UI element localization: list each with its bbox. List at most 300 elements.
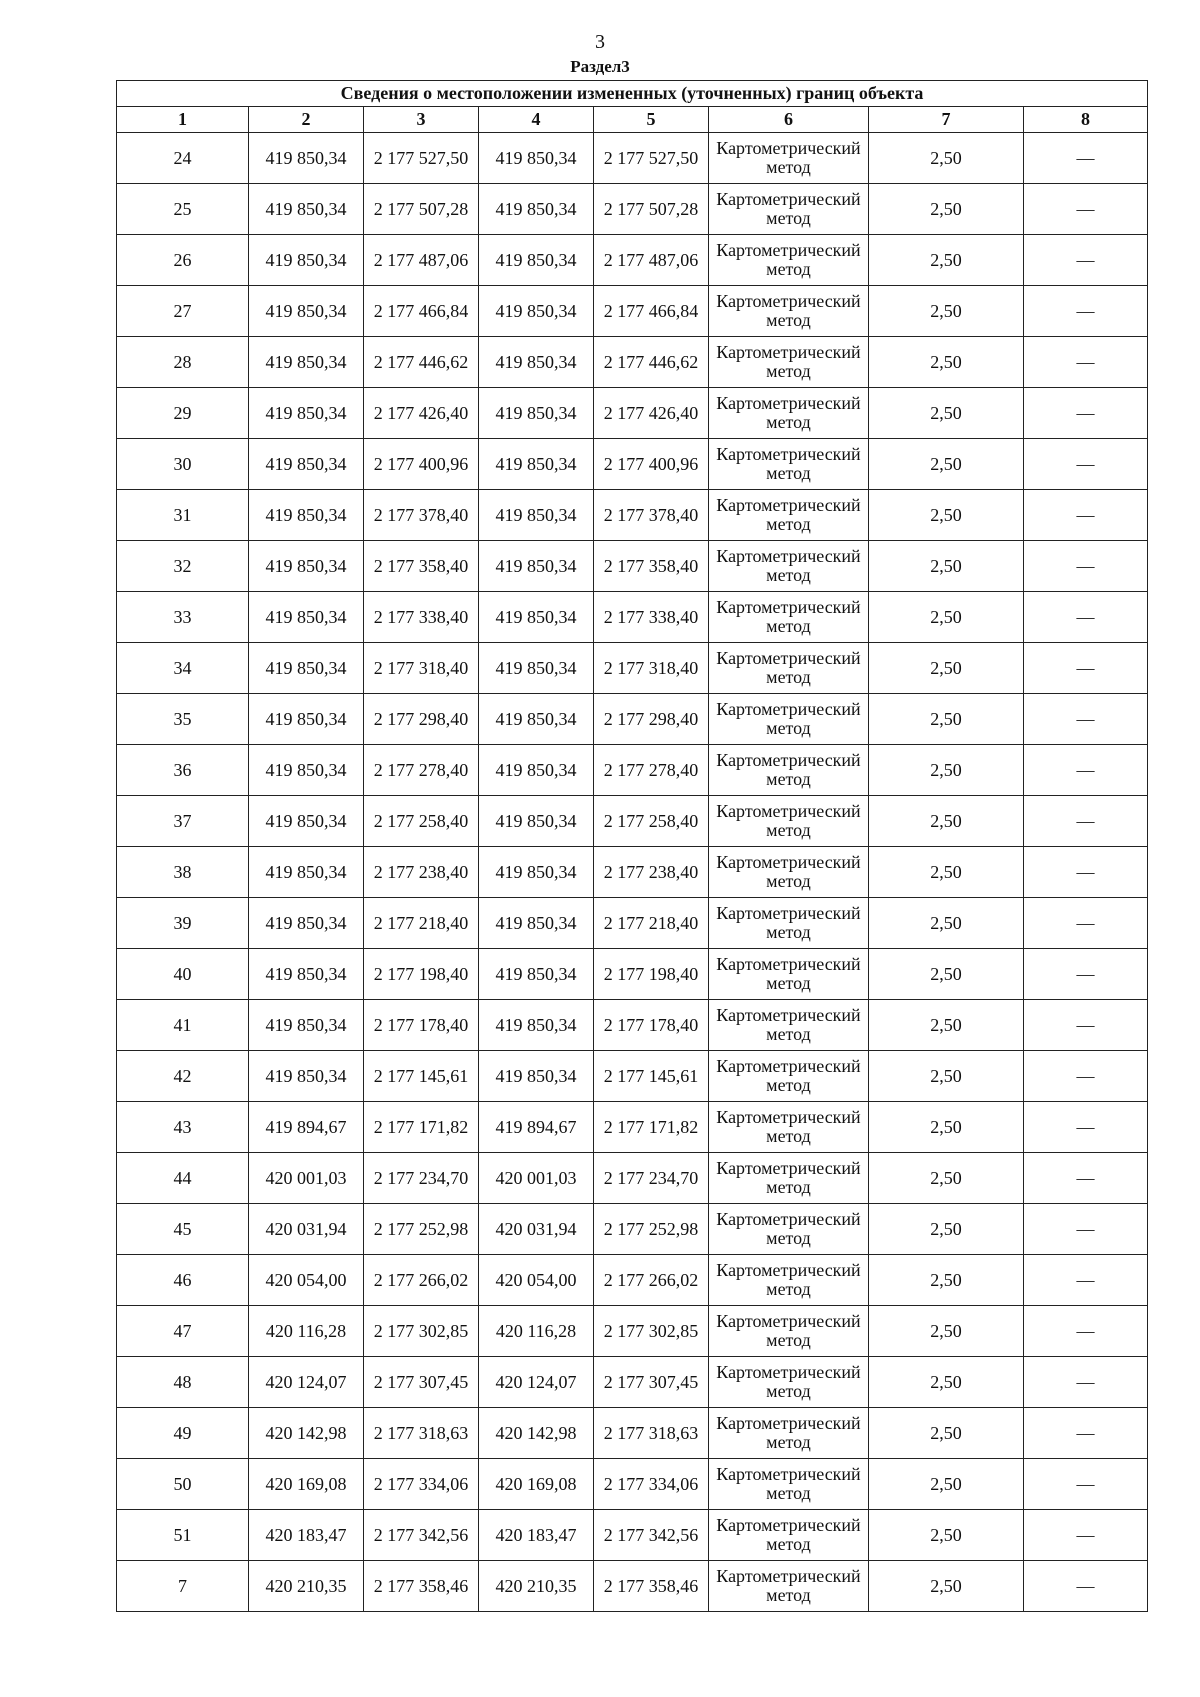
note-cell: — (1024, 490, 1148, 541)
method-text: Картометрический метод (716, 444, 861, 483)
column-number: 6 (709, 107, 869, 133)
table-row (117, 1204, 1148, 1255)
note-cell: — (1024, 439, 1148, 490)
x-refined-cell: 420 001,03 (479, 1153, 594, 1204)
y-existing-cell: 2 177 266,02 (364, 1255, 479, 1306)
y-existing-cell: 2 177 238,40 (364, 847, 479, 898)
y-existing-cell: 2 177 487,06 (364, 235, 479, 286)
accuracy-cell: 2,50 (869, 949, 1024, 1000)
point-number-cell: 47 (117, 1306, 249, 1357)
y-refined-cell: 2 177 466,84 (594, 286, 709, 337)
note-cell: — (1024, 1102, 1148, 1153)
accuracy-cell: 2,50 (869, 541, 1024, 592)
table-row (117, 1153, 1148, 1204)
y-existing-cell: 2 177 446,62 (364, 337, 479, 388)
y-refined-cell: 2 177 446,62 (594, 337, 709, 388)
accuracy-cell: 2,50 (869, 745, 1024, 796)
x-existing-cell: 420 031,94 (249, 1204, 364, 1255)
table-row (117, 1561, 1148, 1612)
note-cell: — (1024, 1153, 1148, 1204)
x-existing-cell: 419 850,34 (249, 643, 364, 694)
point-number-cell: 43 (117, 1102, 249, 1153)
y-existing-cell: 2 177 466,84 (364, 286, 479, 337)
accuracy-cell: 2,50 (869, 796, 1024, 847)
table-row (117, 643, 1148, 694)
y-existing-cell: 2 177 507,28 (364, 184, 479, 235)
method-cell (709, 490, 869, 541)
note-cell: — (1024, 643, 1148, 694)
table-row (117, 796, 1148, 847)
x-existing-cell: 420 142,98 (249, 1408, 364, 1459)
x-refined-cell: 419 850,34 (479, 796, 594, 847)
y-existing-cell: 2 177 298,40 (364, 694, 479, 745)
column-number: 7 (869, 107, 1024, 133)
accuracy-cell: 2,50 (869, 1561, 1024, 1612)
y-refined-cell: 2 177 258,40 (594, 796, 709, 847)
x-refined-cell: 420 183,47 (479, 1510, 594, 1561)
table-body (117, 133, 1148, 1612)
method-cell (709, 1102, 869, 1153)
column-number: 4 (479, 107, 594, 133)
method-cell (709, 133, 869, 184)
table-row (117, 1051, 1148, 1102)
y-refined-cell: 2 177 252,98 (594, 1204, 709, 1255)
y-refined-cell: 2 177 487,06 (594, 235, 709, 286)
x-existing-cell: 419 850,34 (249, 949, 364, 1000)
y-existing-cell: 2 177 400,96 (364, 439, 479, 490)
table-caption: Сведения о местоположении измененных (уточненных) границ объекта (117, 81, 1148, 107)
x-refined-cell: 419 850,34 (479, 745, 594, 796)
note-cell: — (1024, 286, 1148, 337)
note-cell: — (1024, 898, 1148, 949)
point-number-cell: 42 (117, 1051, 249, 1102)
point-number-cell: 30 (117, 439, 249, 490)
method-text: Картометрический метод (716, 138, 861, 177)
y-existing-cell: 2 177 338,40 (364, 592, 479, 643)
method-cell (709, 388, 869, 439)
y-existing-cell: 2 177 145,61 (364, 1051, 479, 1102)
accuracy-cell: 2,50 (869, 337, 1024, 388)
method-text: Картометрический метод (716, 1107, 861, 1146)
method-cell (709, 541, 869, 592)
table-row (117, 1102, 1148, 1153)
method-cell (709, 1306, 869, 1357)
y-refined-cell: 2 177 171,82 (594, 1102, 709, 1153)
x-existing-cell: 419 850,34 (249, 388, 364, 439)
method-cell (709, 1255, 869, 1306)
point-number-cell: 24 (117, 133, 249, 184)
table-row (117, 388, 1148, 439)
method-cell (709, 949, 869, 1000)
accuracy-cell: 2,50 (869, 1204, 1024, 1255)
y-existing-cell: 2 177 342,56 (364, 1510, 479, 1561)
method-text: Картометрический метод (716, 1566, 861, 1605)
accuracy-cell: 2,50 (869, 133, 1024, 184)
y-existing-cell: 2 177 378,40 (364, 490, 479, 541)
y-existing-cell: 2 177 307,45 (364, 1357, 479, 1408)
column-number: 8 (1024, 107, 1148, 133)
table-row (117, 541, 1148, 592)
table-row (117, 286, 1148, 337)
y-refined-cell: 2 177 234,70 (594, 1153, 709, 1204)
y-existing-cell: 2 177 426,40 (364, 388, 479, 439)
y-refined-cell: 2 177 342,56 (594, 1510, 709, 1561)
x-refined-cell: 419 850,34 (479, 235, 594, 286)
x-existing-cell: 420 001,03 (249, 1153, 364, 1204)
x-existing-cell: 419 850,34 (249, 235, 364, 286)
method-text: Картометрический метод (716, 291, 861, 330)
y-existing-cell: 2 177 318,63 (364, 1408, 479, 1459)
x-refined-cell: 419 850,34 (479, 1051, 594, 1102)
x-existing-cell: 419 850,34 (249, 490, 364, 541)
column-number-row (117, 107, 1148, 133)
table-row (117, 1510, 1148, 1561)
x-existing-cell: 419 850,34 (249, 796, 364, 847)
column-number: 2 (249, 107, 364, 133)
method-text: Картометрический метод (716, 1311, 861, 1350)
table-row (117, 133, 1148, 184)
point-number-cell: 33 (117, 592, 249, 643)
point-number-cell: 46 (117, 1255, 249, 1306)
y-refined-cell: 2 177 527,50 (594, 133, 709, 184)
point-number-cell: 40 (117, 949, 249, 1000)
method-cell (709, 1000, 869, 1051)
point-number-cell: 37 (117, 796, 249, 847)
x-refined-cell: 419 850,34 (479, 1000, 594, 1051)
point-number-cell: 32 (117, 541, 249, 592)
method-text: Картометрический метод (716, 597, 861, 636)
x-refined-cell: 420 210,35 (479, 1561, 594, 1612)
note-cell: — (1024, 337, 1148, 388)
point-number-cell: 45 (117, 1204, 249, 1255)
x-existing-cell: 419 850,34 (249, 592, 364, 643)
y-refined-cell: 2 177 178,40 (594, 1000, 709, 1051)
x-existing-cell: 419 850,34 (249, 694, 364, 745)
boundary-coordinates-table (116, 80, 1148, 1612)
table-row (117, 1000, 1148, 1051)
accuracy-cell: 2,50 (869, 847, 1024, 898)
table-row (117, 235, 1148, 286)
note-cell: — (1024, 1357, 1148, 1408)
method-cell (709, 1204, 869, 1255)
table-row (117, 592, 1148, 643)
point-number-cell: 51 (117, 1510, 249, 1561)
point-number-cell: 29 (117, 388, 249, 439)
y-refined-cell: 2 177 145,61 (594, 1051, 709, 1102)
note-cell: — (1024, 847, 1148, 898)
method-cell (709, 1408, 869, 1459)
table-row (117, 745, 1148, 796)
y-refined-cell: 2 177 266,02 (594, 1255, 709, 1306)
column-number: 1 (117, 107, 249, 133)
accuracy-cell: 2,50 (869, 592, 1024, 643)
note-cell: — (1024, 694, 1148, 745)
method-text: Картометрический метод (716, 1260, 861, 1299)
y-refined-cell: 2 177 302,85 (594, 1306, 709, 1357)
y-refined-cell: 2 177 358,40 (594, 541, 709, 592)
method-cell (709, 286, 869, 337)
point-number-cell: 35 (117, 694, 249, 745)
method-cell (709, 1459, 869, 1510)
accuracy-cell: 2,50 (869, 1408, 1024, 1459)
table-row (117, 1459, 1148, 1510)
point-number-cell: 7 (117, 1561, 249, 1612)
x-refined-cell: 419 850,34 (479, 592, 594, 643)
note-cell: — (1024, 1306, 1148, 1357)
x-refined-cell: 419 850,34 (479, 643, 594, 694)
y-refined-cell: 2 177 507,28 (594, 184, 709, 235)
method-cell (709, 1357, 869, 1408)
method-text: Картометрический метод (716, 1209, 861, 1248)
table-row (117, 1306, 1148, 1357)
method-text: Картометрический метод (716, 801, 861, 840)
accuracy-cell: 2,50 (869, 1255, 1024, 1306)
y-refined-cell: 2 177 307,45 (594, 1357, 709, 1408)
y-existing-cell: 2 177 252,98 (364, 1204, 479, 1255)
note-cell: — (1024, 745, 1148, 796)
method-text: Картометрический метод (716, 495, 861, 534)
method-cell (709, 898, 869, 949)
method-cell (709, 1510, 869, 1561)
method-text: Картометрический метод (716, 1413, 861, 1452)
x-existing-cell: 420 116,28 (249, 1306, 364, 1357)
point-number-cell: 41 (117, 1000, 249, 1051)
accuracy-cell: 2,50 (869, 1357, 1024, 1408)
method-text: Картометрический метод (716, 954, 861, 993)
x-existing-cell: 419 850,34 (249, 439, 364, 490)
y-existing-cell: 2 177 218,40 (364, 898, 479, 949)
accuracy-cell: 2,50 (869, 694, 1024, 745)
x-refined-cell: 419 850,34 (479, 133, 594, 184)
method-cell (709, 184, 869, 235)
method-text: Картометрический метод (716, 699, 861, 738)
y-refined-cell: 2 177 318,40 (594, 643, 709, 694)
point-number-cell: 44 (117, 1153, 249, 1204)
method-text: Картометрический метод (716, 852, 861, 891)
x-refined-cell: 420 031,94 (479, 1204, 594, 1255)
point-number-cell: 50 (117, 1459, 249, 1510)
y-existing-cell: 2 177 198,40 (364, 949, 479, 1000)
x-refined-cell: 420 116,28 (479, 1306, 594, 1357)
x-refined-cell: 420 054,00 (479, 1255, 594, 1306)
point-number-cell: 38 (117, 847, 249, 898)
table-row (117, 1408, 1148, 1459)
note-cell: — (1024, 592, 1148, 643)
accuracy-cell: 2,50 (869, 898, 1024, 949)
x-refined-cell: 419 850,34 (479, 490, 594, 541)
method-text: Картометрический метод (716, 1056, 861, 1095)
x-existing-cell: 419 850,34 (249, 286, 364, 337)
note-cell: — (1024, 184, 1148, 235)
y-refined-cell: 2 177 400,96 (594, 439, 709, 490)
x-existing-cell: 419 894,67 (249, 1102, 364, 1153)
point-number-cell: 48 (117, 1357, 249, 1408)
method-text: Картометрический метод (716, 1362, 861, 1401)
note-cell: — (1024, 1255, 1148, 1306)
y-refined-cell: 2 177 378,40 (594, 490, 709, 541)
note-cell: — (1024, 235, 1148, 286)
x-refined-cell: 419 850,34 (479, 388, 594, 439)
accuracy-cell: 2,50 (869, 1000, 1024, 1051)
point-number-cell: 28 (117, 337, 249, 388)
y-refined-cell: 2 177 218,40 (594, 898, 709, 949)
method-text: Картометрический метод (716, 342, 861, 381)
y-existing-cell: 2 177 234,70 (364, 1153, 479, 1204)
accuracy-cell: 2,50 (869, 1510, 1024, 1561)
method-cell (709, 1561, 869, 1612)
y-refined-cell: 2 177 318,63 (594, 1408, 709, 1459)
x-existing-cell: 420 054,00 (249, 1255, 364, 1306)
x-refined-cell: 419 850,34 (479, 439, 594, 490)
y-refined-cell: 2 177 426,40 (594, 388, 709, 439)
method-cell (709, 796, 869, 847)
method-cell (709, 745, 869, 796)
y-refined-cell: 2 177 238,40 (594, 847, 709, 898)
accuracy-cell: 2,50 (869, 643, 1024, 694)
accuracy-cell: 2,50 (869, 1051, 1024, 1102)
note-cell: — (1024, 388, 1148, 439)
method-text: Картометрический метод (716, 1515, 861, 1554)
y-existing-cell: 2 177 334,06 (364, 1459, 479, 1510)
accuracy-cell: 2,50 (869, 1306, 1024, 1357)
x-refined-cell: 420 142,98 (479, 1408, 594, 1459)
x-existing-cell: 419 850,34 (249, 184, 364, 235)
point-number-cell: 26 (117, 235, 249, 286)
accuracy-cell: 2,50 (869, 1459, 1024, 1510)
table-row (117, 949, 1148, 1000)
point-number-cell: 31 (117, 490, 249, 541)
column-number: 3 (364, 107, 479, 133)
accuracy-cell: 2,50 (869, 286, 1024, 337)
note-cell: — (1024, 541, 1148, 592)
table-row (117, 898, 1148, 949)
method-text: Картометрический метод (716, 1158, 861, 1197)
y-existing-cell: 2 177 358,40 (364, 541, 479, 592)
point-number-cell: 25 (117, 184, 249, 235)
x-refined-cell: 420 124,07 (479, 1357, 594, 1408)
method-text: Картометрический метод (716, 546, 861, 585)
method-cell (709, 847, 869, 898)
x-refined-cell: 419 850,34 (479, 337, 594, 388)
method-cell (709, 439, 869, 490)
note-cell: — (1024, 796, 1148, 847)
accuracy-cell: 2,50 (869, 1102, 1024, 1153)
x-existing-cell: 420 169,08 (249, 1459, 364, 1510)
x-existing-cell: 420 183,47 (249, 1510, 364, 1561)
x-existing-cell: 419 850,34 (249, 1000, 364, 1051)
x-refined-cell: 419 850,34 (479, 847, 594, 898)
table-row (117, 1255, 1148, 1306)
note-cell: — (1024, 1000, 1148, 1051)
y-existing-cell: 2 177 171,82 (364, 1102, 479, 1153)
y-refined-cell: 2 177 358,46 (594, 1561, 709, 1612)
y-refined-cell: 2 177 334,06 (594, 1459, 709, 1510)
x-existing-cell: 420 124,07 (249, 1357, 364, 1408)
x-refined-cell: 419 850,34 (479, 949, 594, 1000)
table-row (117, 1357, 1148, 1408)
note-cell: — (1024, 1459, 1148, 1510)
x-existing-cell: 419 850,34 (249, 541, 364, 592)
table-row (117, 439, 1148, 490)
x-refined-cell: 419 850,34 (479, 541, 594, 592)
point-number-cell: 49 (117, 1408, 249, 1459)
y-existing-cell: 2 177 178,40 (364, 1000, 479, 1051)
note-cell: — (1024, 1051, 1148, 1102)
section-title: Раздел3 (570, 57, 630, 76)
note-cell: — (1024, 1510, 1148, 1561)
x-existing-cell: 419 850,34 (249, 745, 364, 796)
note-cell: — (1024, 949, 1148, 1000)
x-refined-cell: 419 894,67 (479, 1102, 594, 1153)
method-text: Картометрический метод (716, 750, 861, 789)
x-existing-cell: 419 850,34 (249, 1051, 364, 1102)
method-text: Картометрический метод (716, 189, 861, 228)
x-refined-cell: 419 850,34 (479, 286, 594, 337)
accuracy-cell: 2,50 (869, 1153, 1024, 1204)
y-existing-cell: 2 177 258,40 (364, 796, 479, 847)
accuracy-cell: 2,50 (869, 439, 1024, 490)
x-refined-cell: 419 850,34 (479, 694, 594, 745)
method-text: Картометрический метод (716, 393, 861, 432)
x-existing-cell: 419 850,34 (249, 337, 364, 388)
x-refined-cell: 419 850,34 (479, 184, 594, 235)
point-number-cell: 36 (117, 745, 249, 796)
x-existing-cell: 419 850,34 (249, 898, 364, 949)
y-refined-cell: 2 177 298,40 (594, 694, 709, 745)
note-cell: — (1024, 133, 1148, 184)
point-number-cell: 27 (117, 286, 249, 337)
accuracy-cell: 2,50 (869, 235, 1024, 286)
method-text: Картометрический метод (716, 1005, 861, 1044)
y-refined-cell: 2 177 338,40 (594, 592, 709, 643)
y-existing-cell: 2 177 302,85 (364, 1306, 479, 1357)
table-row (117, 184, 1148, 235)
note-cell: — (1024, 1561, 1148, 1612)
x-existing-cell: 419 850,34 (249, 133, 364, 184)
method-cell (709, 643, 869, 694)
x-existing-cell: 419 850,34 (249, 847, 364, 898)
x-refined-cell: 420 169,08 (479, 1459, 594, 1510)
y-existing-cell: 2 177 527,50 (364, 133, 479, 184)
method-text: Картометрический метод (716, 648, 861, 687)
note-cell: — (1024, 1408, 1148, 1459)
y-existing-cell: 2 177 278,40 (364, 745, 479, 796)
page-number: 3 (595, 31, 605, 53)
table-row (117, 337, 1148, 388)
column-number: 5 (594, 107, 709, 133)
method-text: Картометрический метод (716, 1464, 861, 1503)
point-number-cell: 34 (117, 643, 249, 694)
method-text: Картометрический метод (716, 903, 861, 942)
method-cell (709, 337, 869, 388)
point-number-cell: 39 (117, 898, 249, 949)
y-refined-cell: 2 177 198,40 (594, 949, 709, 1000)
y-existing-cell: 2 177 358,46 (364, 1561, 479, 1612)
accuracy-cell: 2,50 (869, 388, 1024, 439)
note-cell: — (1024, 1204, 1148, 1255)
method-cell (709, 1153, 869, 1204)
table-row (117, 490, 1148, 541)
method-cell (709, 694, 869, 745)
method-cell (709, 235, 869, 286)
method-text: Картометрический метод (716, 240, 861, 279)
x-refined-cell: 419 850,34 (479, 898, 594, 949)
table-row (117, 694, 1148, 745)
accuracy-cell: 2,50 (869, 490, 1024, 541)
y-existing-cell: 2 177 318,40 (364, 643, 479, 694)
x-existing-cell: 420 210,35 (249, 1561, 364, 1612)
table-row (117, 847, 1148, 898)
